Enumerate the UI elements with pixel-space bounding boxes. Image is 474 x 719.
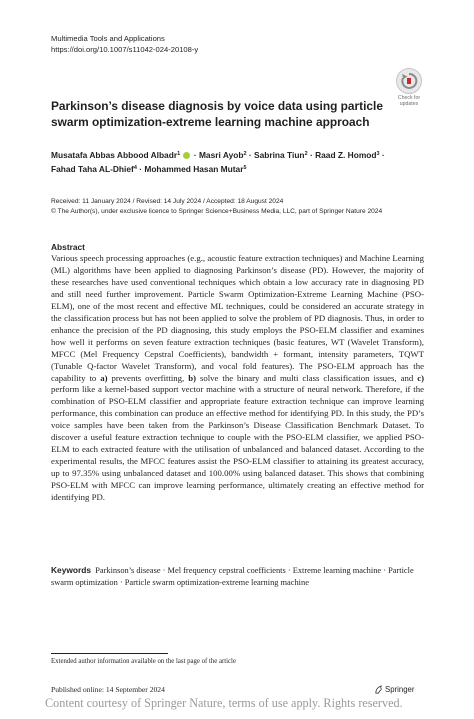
check-updates-icon: [396, 68, 422, 94]
abstract-heading: Abstract: [51, 242, 85, 252]
author-info-footnote: Extended author information available on the last page of the article: [51, 658, 236, 665]
affiliation-sup: 1: [177, 151, 181, 157]
footnote-divider: [51, 653, 168, 654]
orcid-icon[interactable]: [183, 152, 190, 159]
courtesy-watermark: Content courtesy of Springer Nature, terms of use apply. Rights reserved.: [45, 696, 403, 710]
affiliation-sup: 4: [133, 164, 137, 171]
badge-label: Check for updates: [397, 95, 421, 107]
springer-horse-icon: [374, 685, 383, 694]
journal-doi-link[interactable]: https://doi.org/10.1007/s11042-024-20108-y: [51, 44, 199, 54]
keywords-list: Parkinson’s disease · Mel frequency cepstral coefficients · Extreme learning machine · Particle swarm optimization · Particle swarm optimization-extreme learning machine: [51, 566, 414, 587]
author-name[interactable]: Raad Z. Homod: [315, 150, 377, 160]
affiliation-sup: 5: [243, 164, 247, 171]
published-date: Published online: 14 September 2024: [51, 685, 165, 694]
affiliation-sup: 2: [243, 151, 247, 157]
keywords-heading: Keywords: [51, 565, 92, 575]
article-history: Received: 11 January 2024 / Revised: 14 July 2024 / Accepted: 18 August 2024: [51, 198, 284, 205]
abstract-body: Various speech processing approaches (e.g., acoustic feature extraction techniques) and Machine Learning (ML) algorithms have been applied to diagnosing Parkinson’s disease (PD). However, the majority of these researches have used conventional techniques which obtain a low accuracy rate in diagnosing PD and still need further improvement. Particle Swarm Optimization-Extreme Learning Machine (PSO-ELM), one of the most recent and effective ML techniques, could be considered an accurate strategy in the classification process but has not been applied to solve the problem of PD diagnosis. Thus, in order to enhance the precision of the PD diagnosing, this study employs the PSO-ELM classifier and examines how well it performs on seven feature extraction techniques (basic features, WT (Wavelet Transform), MFCC (Mel Frequency Cepstral Coefficients), bandwidth + formant, intensity parameters, TQWT (Tunable Q-factor Wavelet Transform), and vocal fold features). The PSO-ELM approach has the capability to a) prevents overfitting, b) solve the binary and multi class classification issues, and c) perform like a kernel-based support vector machine with a structure of neural network. Therefore, if the combination of PSO-ELM classifier and appropriate feature extraction technique can improve learning performance, this combination can produce an effective method for identifying PD. In this study, the PD’s voice samples have been taken from the Parkinson’s Disease Classification Benchmark Dataset. To discover a useful feature extraction technique to couple with the PSO-ELM classifier, we applied PSO-ELM to each extracted feature with the utilisation of unbalanced and balanced dataset. According to the experimental results, the MFCC features assist the PSO-ELM classifier to attaining its greatest accuracy, up to 97.35% using unbalanced dataset and 100.00% using balanced dataset. This shows that combining PSO-ELM with MFCC can improve learning performance, ultimately creating an effective method for identifying PD.: [51, 253, 424, 503]
author-name[interactable]: Masri Ayob: [198, 150, 244, 160]
author-name[interactable]: Musatafa Abbas Abbood Albadr: [51, 150, 178, 160]
keywords: [51, 565, 424, 588]
journal-name: Multimedia Tools and Applications: [51, 34, 165, 43]
affiliation-sup: 2: [304, 151, 308, 157]
check-for-updates-badge[interactable]: [394, 68, 424, 107]
affiliation-sup: 3: [376, 151, 380, 157]
author-name[interactable]: Fahad Taha AL-Dhief: [51, 163, 134, 174]
publisher-name: Springer: [385, 685, 415, 694]
springer-logo: [374, 685, 414, 694]
paper-title: Parkinson’s disease diagnosis by voice data using particle swarm optimization-extreme learning machine approach: [51, 99, 383, 129]
article-dates: [51, 197, 431, 216]
journal-header: [51, 34, 198, 55]
author-name[interactable]: Mohammed Hasan Mutar: [144, 163, 244, 174]
author-list: Musatafa Abbas Abbood Albadr$^1$ · Masri Ayob$^2$ · Sabrina Tiun$^2$ · Raad Z. Homod$^3$ · Fahad Taha AL-Dhief$^4$ · Mohammed Hasan Mutar$^5$: [51, 150, 385, 174]
author-name[interactable]: Sabrina Tiun: [253, 150, 305, 160]
copyright-line: © The Author(s), under exclusive licence to Springer Science+Business Media, LLC, part of Springer Nature 2024: [51, 207, 383, 215]
